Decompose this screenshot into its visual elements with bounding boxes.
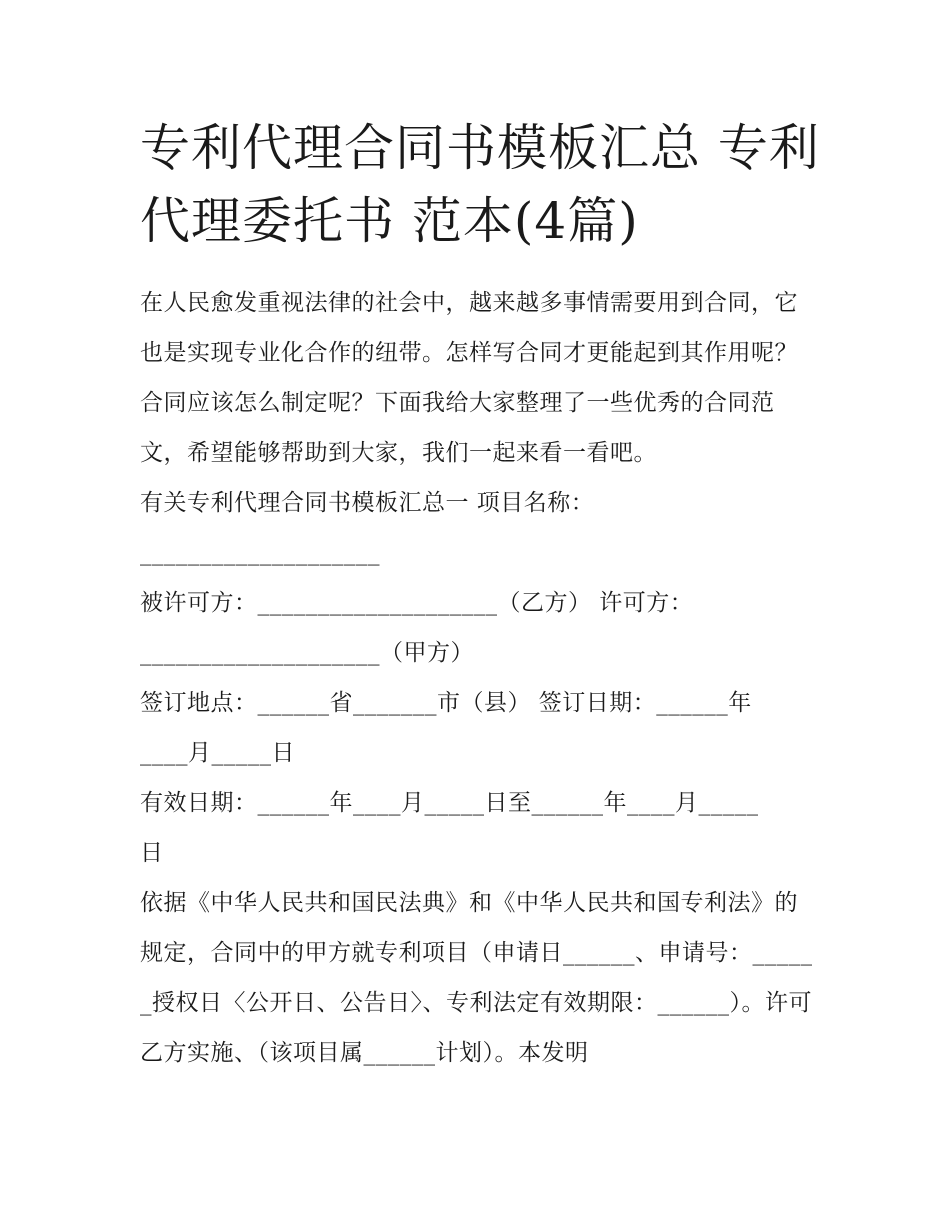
project-name-blank: ____________________ <box>140 540 380 566</box>
document-title: 专利代理合同书模板汇总 专利代理委托书 范本(4篇) <box>140 119 820 250</box>
signing-place-line: 签订地点：______省_______市（县） 签订日期：______年 <box>140 690 752 716</box>
licensor-line: ____________________（甲方） <box>140 640 474 666</box>
intro-paragraph: 在人民愈发重视法律的社会中，越来越多事情需要用到合同，它也是实现专业化合作的纽带。怎样写合同才更能起到其作用呢？合同应该怎么制定呢？下面我给大家整理了一些优秀的合同范文，希望能够帮助到大家，我们一起来看一看吧。 <box>140 290 798 466</box>
licensee-line: 被许可方：____________________（乙方） 许可方： <box>140 590 694 616</box>
section-heading-project-name: 有关专利代理合同书模板汇总一 项目名称： <box>140 490 595 516</box>
signing-date-line: ____月_____日 <box>140 740 295 766</box>
document-page <box>140 112 820 1078</box>
legal-basis-paragraph: 依据《中华人民共和国民法典》和《中华人民共和国专利法》的规定，合同中的甲方就专利项目（申请日______、申请号：______授权日〈公开日、公告日〉、专利法定有效期限：______）。许可乙方实施、（该项目属______计划）。本发明 <box>140 890 813 1066</box>
document-body <box>140 278 820 1078</box>
validity-date-line: 有效日期：______年____月_____日至______年____月_____ <box>140 790 759 816</box>
validity-date-end: 日 <box>140 840 164 866</box>
